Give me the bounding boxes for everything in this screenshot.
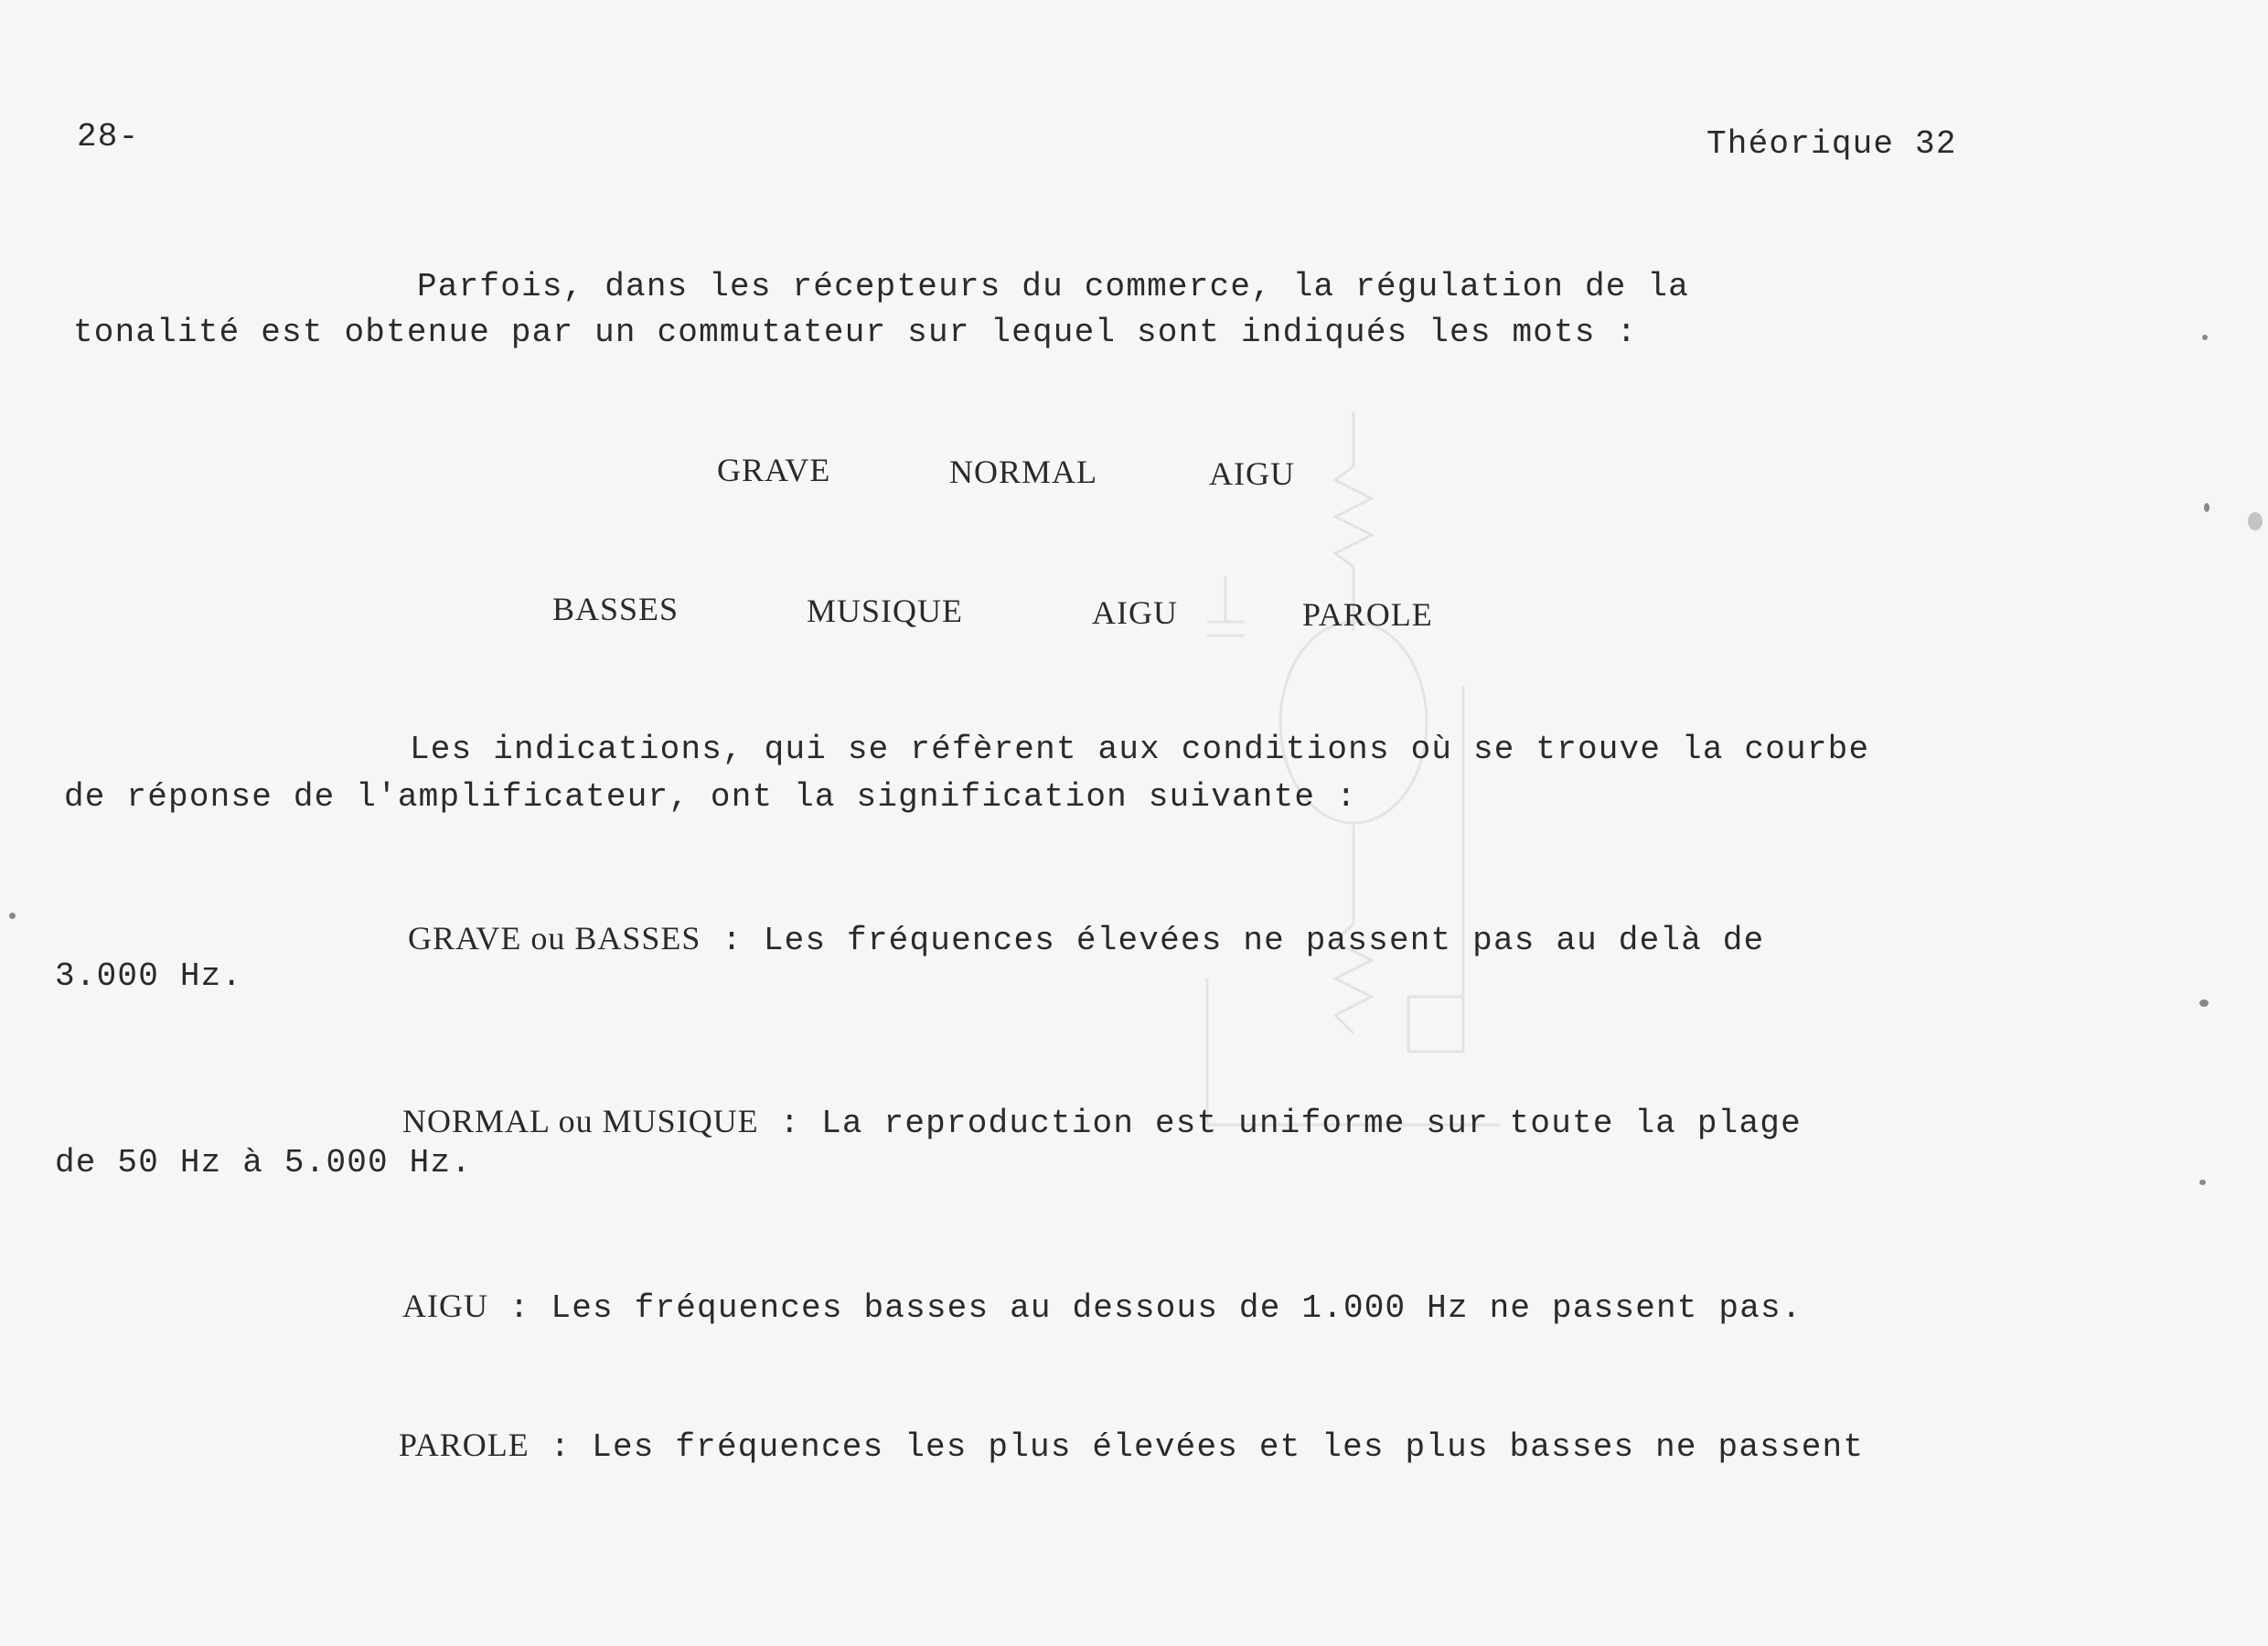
definition-text: Les fréquences basses au dessous de 1.000 Hz ne passent pas. (551, 1289, 1803, 1327)
definition-term: GRAVE ou BASSES (408, 920, 701, 957)
switch-label-aigu-2: AIGU (1092, 594, 1178, 631)
paragraph-1-line-1: Parfois, dans les récepteurs du commerce, la régulation de la (417, 268, 1690, 305)
scan-speck (2199, 1180, 2206, 1185)
switch-label-normal: NORMAL (949, 454, 1098, 490)
definition-grave-basses (408, 914, 1764, 965)
definition-aigu (402, 1282, 1803, 1332)
definition-text: La reproduction est uniforme sur toute la plage (821, 1105, 1802, 1142)
scan-speck (2248, 512, 2263, 530)
definition-parole (399, 1421, 1864, 1471)
definition-text: Les fréquences élevées ne passent pas au delà de (763, 922, 1765, 959)
definition-grave-basses-line-2: 3.000 Hz. (55, 957, 243, 995)
switch-label-basses: BASSES (552, 591, 679, 627)
definition-term: NORMAL ou MUSIQUE (402, 1103, 759, 1139)
definition-separator: : (529, 1428, 593, 1466)
definition-separator: : (758, 1105, 822, 1142)
definition-normal-musique (402, 1097, 1802, 1148)
switch-label-grave: GRAVE (717, 452, 831, 488)
scan-speck (2199, 999, 2209, 1007)
switch-label-musique: MUSIQUE (807, 593, 964, 629)
definition-text: Les fréquences les plus élevées et les plus basses ne passent (592, 1428, 1865, 1466)
paragraph-1-line-2: tonalité est obtenue par un commutateur sur lequel sont indiqués les mots : (73, 314, 1638, 351)
page-number: 28- (77, 118, 140, 155)
definition-separator: : (701, 922, 764, 959)
switch-label-aigu: AIGU (1209, 455, 1295, 492)
scan-speck (2202, 335, 2208, 340)
paragraph-2-line-1: Les indications, qui se réfèrent aux conditions où se trouve la courbe (410, 731, 1870, 768)
paragraph-2-line-2: de réponse de l'amplificateur, ont la signification suivante : (64, 778, 1357, 816)
definition-separator: : (487, 1289, 551, 1327)
definition-normal-musique-line-2: de 50 Hz à 5.000 Hz. (55, 1144, 473, 1181)
switch-label-parole: PAROLE (1302, 596, 1433, 633)
scan-speck (2204, 503, 2209, 512)
bleed-through-diagram (1171, 412, 1555, 1326)
scan-speck (9, 913, 16, 919)
section-title: Théorique 32 (1706, 125, 1957, 163)
definition-term: AIGU (402, 1288, 488, 1324)
definition-term: PAROLE (399, 1427, 530, 1463)
